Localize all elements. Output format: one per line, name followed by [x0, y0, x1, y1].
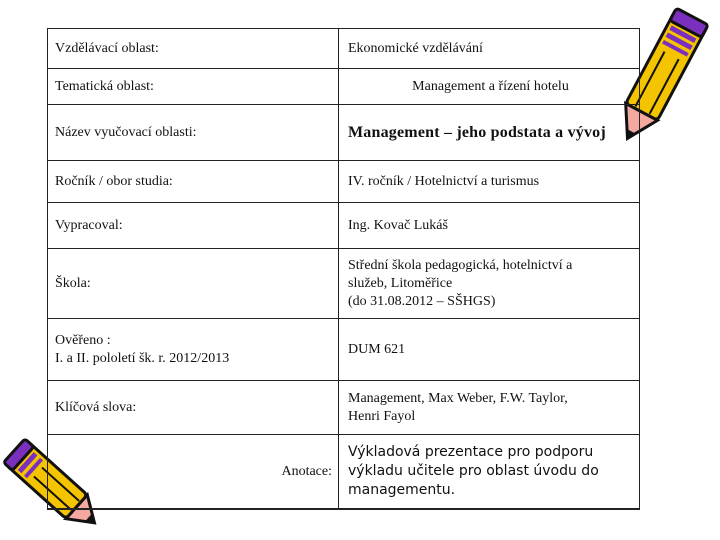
field-label: Klíčová slova: — [55, 399, 137, 415]
table-row — [48, 161, 639, 203]
table-row — [48, 203, 639, 249]
table-row — [48, 29, 639, 69]
field-label: Vzdělávací oblast: — [55, 40, 159, 56]
field-label: Vypracoval: — [55, 217, 123, 233]
table-row — [48, 319, 639, 381]
table-row — [48, 435, 639, 509]
field-value: Management a řízení hotelu — [412, 78, 569, 94]
table-row — [48, 105, 639, 161]
field-label: Škola: — [55, 275, 91, 291]
field-label: Anotace: — [281, 463, 332, 479]
table-row — [48, 249, 639, 319]
field-value: DUM 621 — [348, 341, 406, 357]
field-label: Tematická oblast: — [55, 78, 154, 94]
metadata-table — [47, 28, 640, 510]
column-divider — [338, 29, 339, 509]
field-value: Management, Max Weber, F.W. Taylor, Henri Fayol — [348, 390, 568, 424]
field-value: Management – jeho podstata a vývoj — [348, 123, 606, 141]
field-value: Ing. Kovač Lukáš — [348, 217, 448, 233]
field-label: Ověřeno : I. a II. pololetí šk. r. 2012/2013 — [55, 332, 230, 366]
field-value: Výkladová prezentace pro podporu výkladu učitele pro oblast úvodu do managementu. — [348, 444, 599, 498]
field-value: Ekonomické vzdělávání — [348, 40, 483, 56]
table-row — [48, 69, 639, 105]
field-label: Název vyučovací oblasti: — [55, 124, 197, 140]
table-row — [48, 381, 639, 435]
field-value: Střední škola pedagogická, hotelnictví a služeb, Litoměřice (do 31.08.2012 – SŠHGS) — [348, 257, 573, 309]
field-value: IV. ročník / Hotelnictví a turismus — [348, 173, 540, 189]
field-label: Ročník / obor studia: — [55, 173, 173, 189]
